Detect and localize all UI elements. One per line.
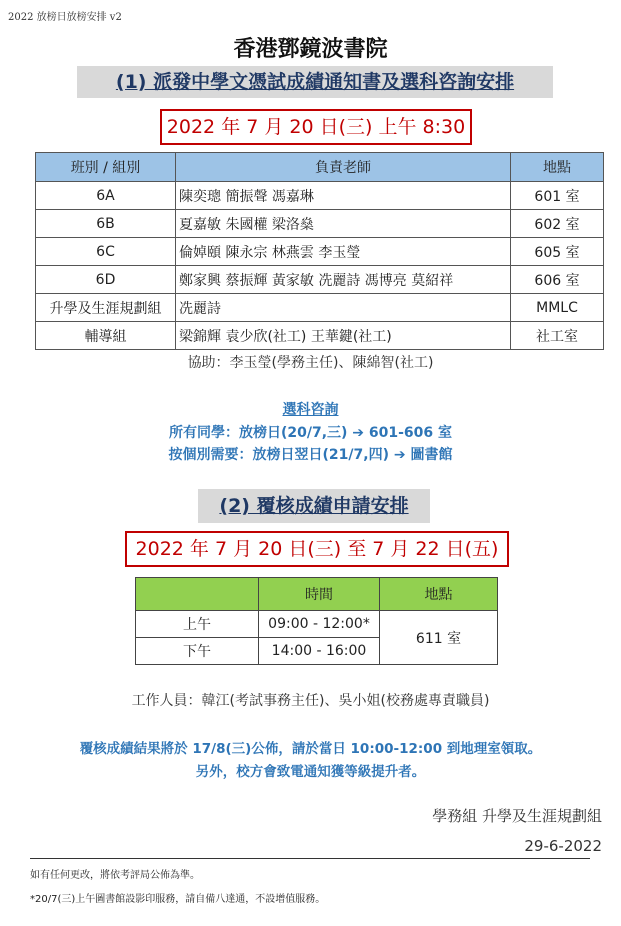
header-time: 時間 (259, 578, 380, 611)
row-teachers: 梁錦輝 袁少欣(社工) 王華鍵(社工) (176, 322, 511, 350)
session-time: 09:00 - 12:00* (259, 611, 380, 638)
duty-table-header (36, 153, 604, 182)
recheck-location: 611 室 (380, 611, 498, 665)
header-teachers: 負責老師 (176, 153, 511, 182)
recheck-table-header (136, 578, 498, 611)
row-teachers: 倫婥頤 陳永宗 林燕雲 李玉瑩 (176, 238, 511, 266)
signature-date: 29-6-2022 (524, 837, 602, 855)
session-time: 14:00 - 16:00 (259, 638, 380, 665)
footer-divider (30, 858, 590, 859)
footnote-2: *20/7(三)上午圖書館設影印服務，請自備八達通，不設增值服務。 (30, 894, 326, 905)
header-class: 班別 / 組別 (36, 153, 176, 182)
signature-depts: 學務組 升學及生涯規劃組 (432, 807, 602, 825)
row-class: 6B (36, 210, 176, 238)
recheck-table (135, 577, 498, 665)
row-teachers: 鄭家興 蔡振輝 黃家敏 冼麗詩 馮博亮 莫紹祥 (176, 266, 511, 294)
school-name: 香港鄧鏡波書院 (233, 37, 388, 62)
consult-line2: 按個別需要：放榜日翌日(21/7,四) ➔ 圖書館 (168, 447, 453, 463)
row-location: 601 室 (511, 182, 604, 210)
assist-note: 協助：李玉瑩(學務主任)、陳綿智(社工) (187, 355, 434, 371)
row-class: 升學及生涯規劃組 (36, 294, 176, 322)
header-blank (136, 578, 259, 611)
row-teachers: 冼麗詩 (176, 294, 511, 322)
row-location: MMLC (511, 294, 604, 322)
section1-title: (1) 派發中學文憑試成績通知書及選科咨詢安排 (77, 66, 553, 98)
row-class: 6D (36, 266, 176, 294)
table-row (136, 611, 498, 638)
row-class: 6C (36, 238, 176, 266)
session-label: 下午 (136, 638, 259, 665)
section1-datetime: 2022 年 7 月 20 日(三) 上午 8:30 (160, 109, 472, 145)
header-location: 地點 (380, 578, 498, 611)
table-row (36, 294, 604, 322)
section2-daterange: 2022 年 7 月 20 日(三) 至 7 月 22 日(五) (125, 531, 509, 567)
table-row (36, 210, 604, 238)
session-label: 上午 (136, 611, 259, 638)
row-teachers: 陳奕璁 簡振聲 馮嘉琳 (176, 182, 511, 210)
header-location: 地點 (511, 153, 604, 182)
consult-line1: 所有同學：放榜日(20/7,三) ➔ 601-606 室 (168, 425, 453, 441)
row-class: 6A (36, 182, 176, 210)
footnote-1: 如有任何更改，將依考評局公佈為準。 (30, 870, 200, 881)
row-location: 社工室 (511, 322, 604, 350)
row-class: 輔導組 (36, 322, 176, 350)
notice-line2: 另外，校方會致電通知獲等級提升者。 (195, 764, 426, 780)
table-row (36, 322, 604, 350)
row-location: 606 室 (511, 266, 604, 294)
section2-title: (2) 覆核成績申請安排 (198, 489, 430, 523)
table-row (36, 266, 604, 294)
notice-line1: 覆核成績結果將於 17/8(三)公佈，請於當日 10:00-12:00 到地理室領取。 (79, 741, 542, 757)
consult-title: 選科咨詢 (282, 402, 339, 418)
table-row (36, 182, 604, 210)
duty-table (35, 152, 604, 350)
header-note: 2022 放榜日放榜安排 v2 (8, 12, 122, 23)
row-teachers: 夏嘉敏 朱國權 梁洛燊 (176, 210, 511, 238)
table-row (36, 238, 604, 266)
row-location: 605 室 (511, 238, 604, 266)
row-location: 602 室 (511, 210, 604, 238)
staff-note: 工作人員：韓江(考試事務主任)、吳小姐(校務處專責職員) (131, 693, 490, 709)
